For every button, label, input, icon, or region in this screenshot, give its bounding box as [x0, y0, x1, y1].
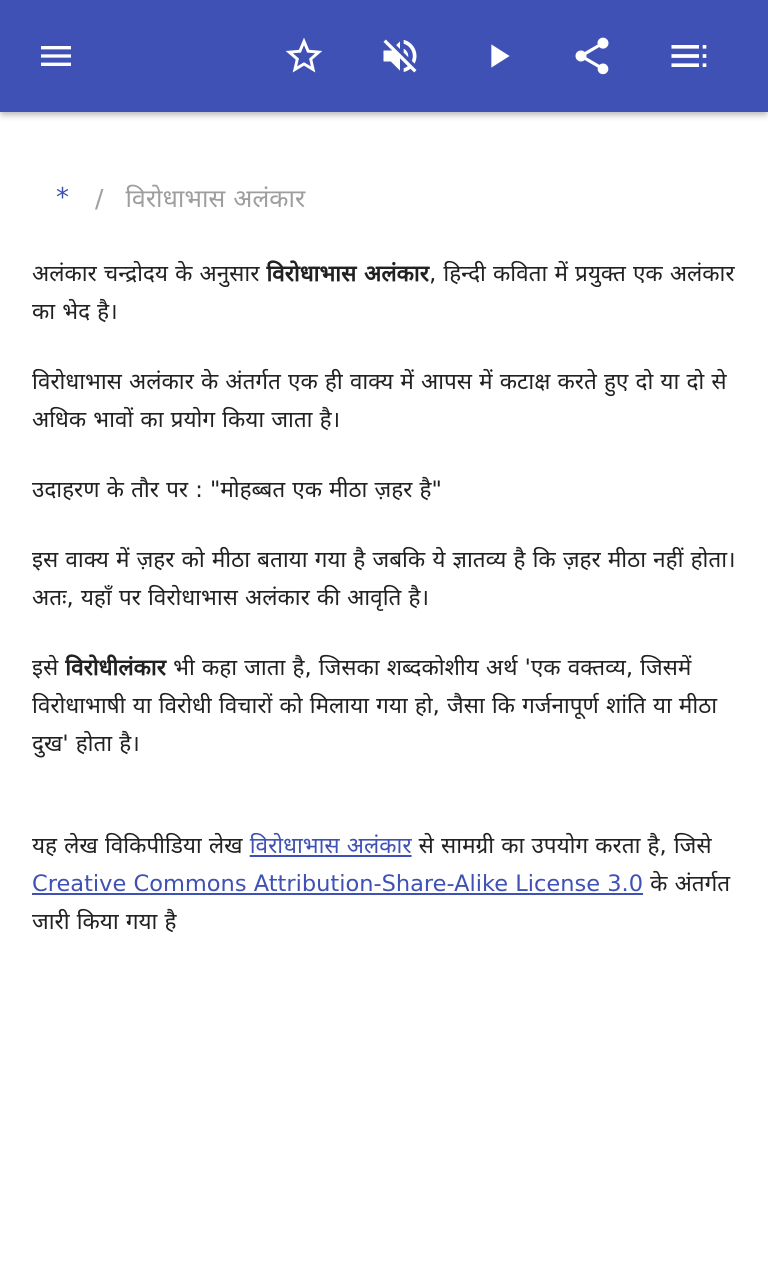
text: इसे [32, 655, 66, 681]
play-icon[interactable] [470, 28, 526, 84]
paragraph-definition: विरोधाभास अलंकार के अंतर्गत एक ही वाक्य में आपस में कटाक्ष करते हुए दो या दो से अधिक भावों का प्रयोग किया जाता है। [32, 369, 727, 433]
menu-icon[interactable] [28, 28, 84, 84]
wikipedia-article-link[interactable]: विरोधाभास अलंकार [249, 833, 412, 859]
star-outline-icon[interactable] [276, 28, 332, 84]
license-link[interactable]: Creative Commons Attribution-Share-Alike License 3.0 [32, 871, 644, 897]
text: के अंतर्गत जारी किया गया है [32, 871, 731, 935]
volume-off-icon[interactable] [372, 28, 428, 84]
bold-term: विरोधीलंकार [65, 655, 167, 681]
paragraph-intro [32, 255, 736, 331]
breadcrumb-current: विरोधाभास अलंकार [125, 184, 306, 213]
breadcrumb-home-link[interactable]: * [56, 183, 69, 213]
share-icon[interactable] [564, 28, 620, 84]
breadcrumb [56, 176, 305, 220]
paragraph-explanation: इस वाक्य में ज़हर को मीठा बताया गया है जबकि ये ज्ञातव्य है कि ज़हर मीठा नहीं होता। अतः, यहाँ पर विरोधाभास अलंकार की आवृति है। [32, 547, 736, 611]
text: , हिन्दी कविता में प्रयुक्त एक अलंकार का भेद है। [32, 261, 735, 325]
text: भी कहा जाता है, जिसका शब्दकोशीय अर्थ 'एक वक्तव्य, जिसमें विरोधाभाषी या विरोधी विचारों को मिलाया गया हो, जैसा कि गर्जनापूर्ण शांति या मीठा दुख' होता है। [32, 655, 718, 757]
paragraph-example: उदाहरण के तौर पर : "मोहब्बत एक मीठा ज़हर है" [32, 477, 442, 503]
article-content [0, 112, 768, 1280]
article-body [32, 255, 736, 973]
breadcrumb-separator: / [95, 183, 104, 213]
app-toolbar [0, 0, 768, 112]
text: से सामग्री का उपयोग करता है, जिसे [411, 833, 712, 859]
text: अलंकार चन्द्रोदय के अनुसार [32, 261, 267, 287]
playlist-icon[interactable] [660, 28, 716, 84]
text: यह लेख विकिपीडिया लेख [32, 833, 250, 859]
attribution-footer [32, 827, 736, 941]
paragraph-alias [32, 649, 736, 763]
bold-term: विरोधाभास अलंकार [266, 261, 430, 287]
